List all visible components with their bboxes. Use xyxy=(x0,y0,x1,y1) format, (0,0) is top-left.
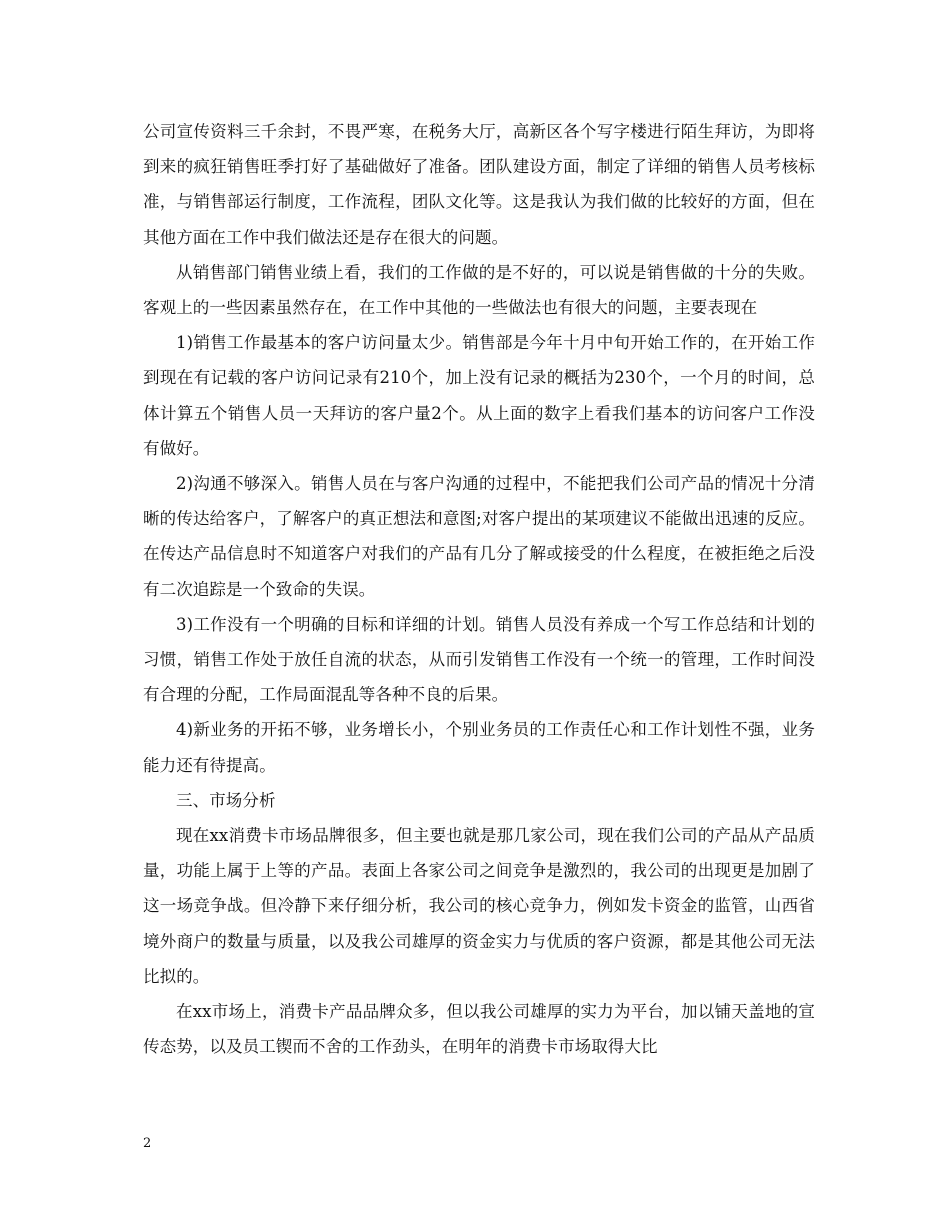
paragraph-7: 现在xx消费卡市场品牌很多，但主要也就是那几家公司，现在我们公司的产品从产品质量，功能上属于上等的产品。表面上各家公司之间竞争是激烈的，我公司的出现更是加剧了这一场竞争战。但冷静下来仔细分析，我公司的核心竞争力，例如发卡资金的监管，山西省境外商户的数量与质量，以及我公司雄厚的资金实力与优质的客户资源，都是其他公司无法比拟的。 xyxy=(143,826,815,986)
paragraph-5: 3)工作没有一个明确的目标和详细的计划。销售人员没有养成一个写工作总结和计划的习惯，销售工作处于放任自流的状态，从而引发销售工作没有一个统一的管理，工作时间没有合理的分配，工作局面混乱等各种不良的后果。 xyxy=(143,614,815,705)
section-heading: 三、市场分析 xyxy=(176,790,276,810)
paragraph-6: 4)新业务的开拓不够，业务增长小，个别业务员的工作责任心和工作计划性不强，业务能力还有待提高。 xyxy=(143,720,815,775)
page-number: 2 xyxy=(143,1136,152,1151)
paragraph-1: 公司宣传资料三千余封，不畏严寒，在税务大厅，高新区各个写字楼进行陌生拜访，为即将到来的疯狂销售旺季打好了基础做好了准备。团队建设方面，制定了详细的销售人员考核标准，与销售部运行制度，工作流程，团队文化等。这是我认为我们做的比较好的方面，但在其他方面在工作中我们做法还是存在很大的问题。 xyxy=(143,122,815,247)
paragraph-3: 1)销售工作最基本的客户访问量太少。销售部是今年十月中旬开始工作的，在开始工作到现在有记载的客户访问记录有210个，加上没有记录的概括为230个，一个月的时间，总体计算五个销售人员一天拜访的客户量2个。从上面的数字上看我们基本的访问客户工作没有做好。 xyxy=(143,333,815,458)
document-body xyxy=(143,114,815,1064)
paragraph-8: 在xx市场上，消费卡产品品牌众多，但以我公司雄厚的实力为平台，加以铺天盖地的宣传态势，以及员工锲而不舍的工作劲头，在明年的消费卡市场取得大比 xyxy=(143,1002,815,1057)
paragraph-2: 从销售部门销售业绩上看，我们的工作做的是不好的，可以说是销售做的十分的失败。客观上的一些因素虽然存在，在工作中其他的一些做法也有很大的问题，主要表现在 xyxy=(143,262,815,318)
paragraph-4: 2)沟通不够深入。销售人员在与客户沟通的过程中，不能把我们公司产品的情况十分清晰的传达给客户，了解客户的真正想法和意图;对客户提出的某项建议不能做出迅速的反应。在传达产品信息时不知道客户对我们的产品有几分了解或接受的什么程度，在被拒绝之后没有二次追踪是一个致命的失误。 xyxy=(143,474,815,599)
